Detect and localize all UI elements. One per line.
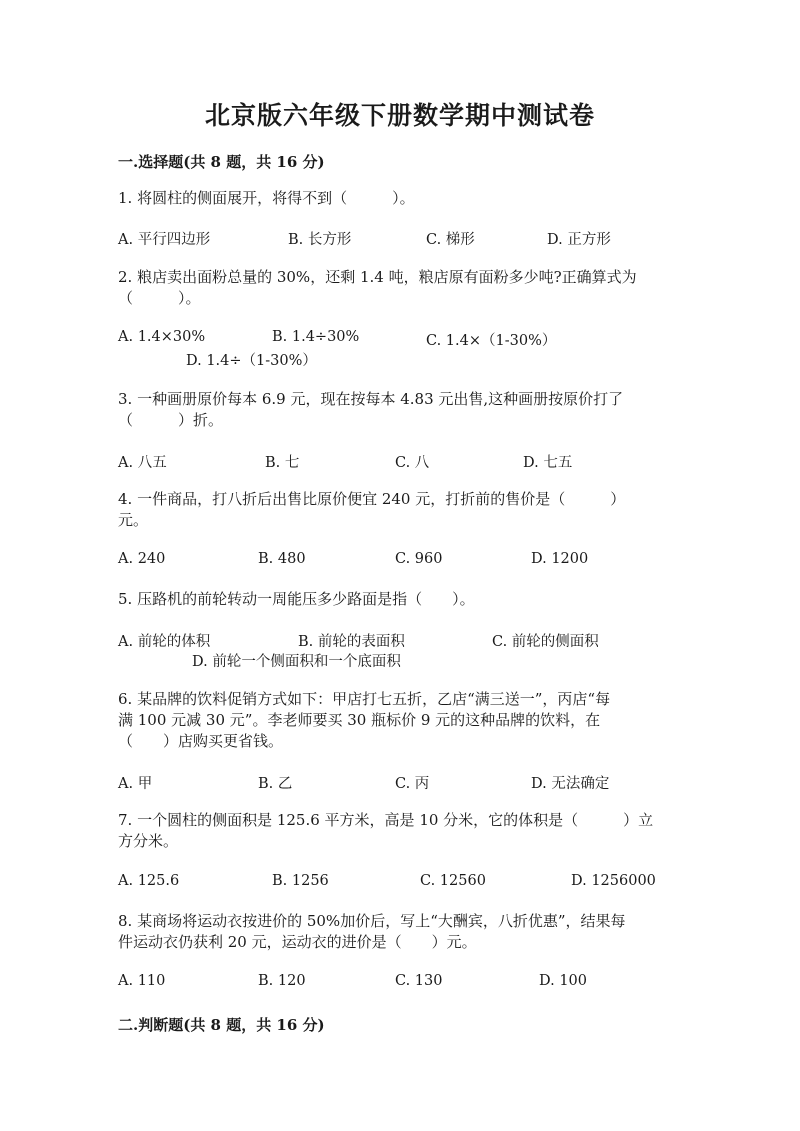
question-stem: 6. 某品牌的饮料促销方式如下：甲店打七五折，乙店“满三送一”，丙店“每 — [118, 690, 611, 708]
option-c: C. 八 — [395, 455, 430, 471]
question-3 — [118, 389, 678, 431]
question-stem: 4. 一件商品，打八折后出售比原价便宜 240 元，打折前的售价是（ ） — [118, 490, 626, 508]
option-c: C. 梯形 — [426, 232, 475, 248]
option-d: D. 正方形 — [547, 232, 611, 248]
question-stem: 1. 将圆柱的侧面展开，将得不到（ ）。 — [118, 189, 415, 207]
option-d: D. 无法确定 — [531, 776, 610, 792]
question-2 — [118, 267, 678, 309]
option-c: C. 前轮的侧面积 — [492, 634, 599, 650]
option-b: B. 1256 — [272, 873, 329, 889]
option-d: D. 前轮一个侧面积和一个底面积 — [192, 654, 401, 670]
page-title: 北京版六年级下册数学期中测试卷 — [204, 101, 595, 130]
section-heading-judgement: 二.判断题(共 8 题，共 16 分) — [118, 1016, 325, 1034]
question-stem: （ ）。 — [118, 289, 201, 307]
question-stem: 满 100 元减 30 元”。李老师要买 30 瓶标价 9 元的这种品牌的饮料，在 — [118, 711, 601, 729]
question-stem: 件运动衣仍获利 20 元，运动衣的进价是（ ）元。 — [118, 933, 477, 951]
option-b: B. 1.4÷30% — [272, 329, 360, 345]
option-b: B. 前轮的表面积 — [298, 634, 405, 650]
question-stem: 3. 一种画册原价每本 6.9 元，现在按每本 4.83 元出售,这种画册按原价打了 — [118, 390, 624, 408]
question-stem: 8. 某商场将运动衣按进价的 50%加价后，写上“大酬宾，八折优惠”，结果每 — [118, 912, 626, 930]
option-a: A. 125.6 — [118, 873, 180, 889]
question-8 — [118, 911, 678, 953]
option-d: D. 1200 — [531, 551, 589, 567]
option-d: D. 1256000 — [571, 873, 656, 889]
option-c: C. 丙 — [395, 776, 430, 792]
option-c: C. 130 — [395, 973, 443, 989]
question-stem: 方分米。 — [118, 832, 179, 850]
option-d: D. 1.4÷（1-30%） — [186, 353, 317, 369]
question-6 — [118, 689, 678, 752]
option-b: B. 七 — [265, 455, 300, 471]
option-c: C. 12560 — [420, 873, 486, 889]
option-a: A. 前轮的体积 — [118, 634, 211, 650]
question-stem: 5. 压路机的前轮转动一周能压多少路面是指（ ）。 — [118, 590, 475, 608]
option-b: B. 120 — [258, 973, 306, 989]
option-a: A. 甲 — [118, 776, 153, 792]
question-stem: 元。 — [118, 511, 149, 529]
option-a: A. 平行四边形 — [118, 232, 211, 248]
option-a: A. 110 — [118, 973, 166, 989]
question-4 — [118, 489, 678, 531]
question-stem: 2. 粮店卖出面粉总量的 30%，还剩 1.4 吨，粮店原有面粉多少吨?正确算式为 — [118, 268, 637, 286]
option-a: A. 1.4×30% — [118, 329, 206, 345]
option-c: C. 960 — [395, 551, 443, 567]
section-heading-choice: 一.选择题(共 8 题，共 16 分) — [118, 153, 325, 171]
option-c: C. 1.4×（1-30%） — [426, 333, 557, 349]
question-1 — [118, 188, 678, 209]
question-7 — [118, 810, 678, 852]
option-a: A. 八五 — [118, 455, 167, 471]
question-stem: （ ）折。 — [118, 411, 224, 429]
option-b: B. 乙 — [258, 776, 293, 792]
option-a: A. 240 — [118, 551, 166, 567]
option-d: D. 100 — [539, 973, 588, 989]
option-b: B. 长方形 — [288, 232, 352, 248]
option-d: D. 七五 — [523, 455, 573, 471]
question-5 — [118, 589, 678, 610]
question-stem: （ ）店购买更省钱。 — [118, 732, 284, 750]
option-b: B. 480 — [258, 551, 306, 567]
question-stem: 7. 一个圆柱的侧面积是 125.6 平方米，高是 10 分米，它的体积是（ ）立 — [118, 811, 654, 829]
